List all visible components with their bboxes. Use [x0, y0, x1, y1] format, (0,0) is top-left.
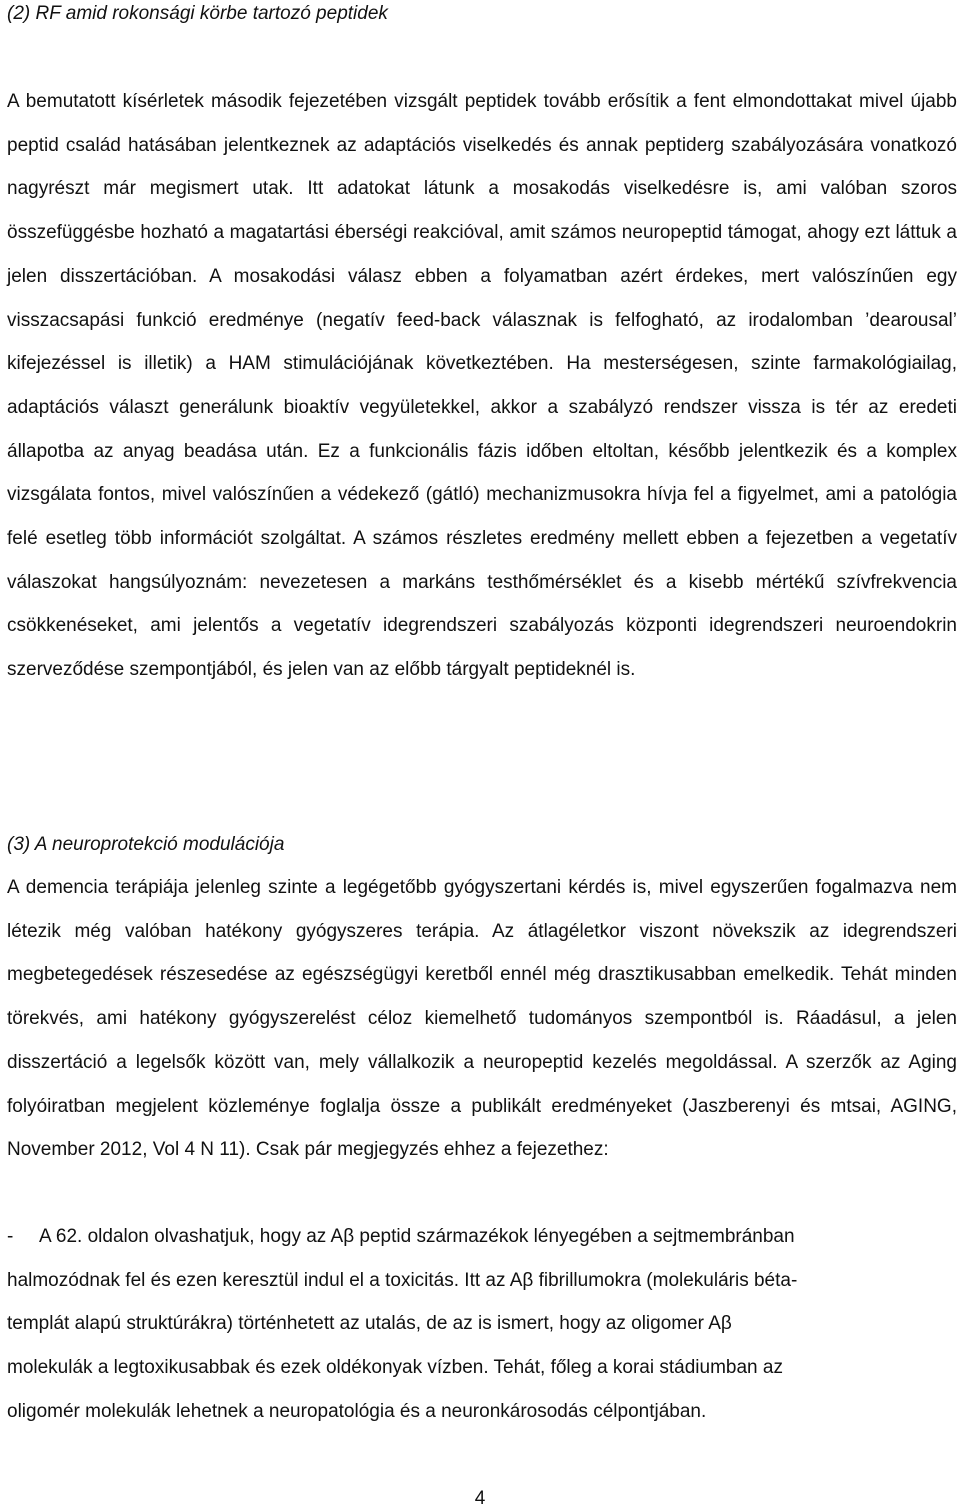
page-number: 4	[474, 1488, 486, 1509]
list-line: oligomér molekulák lehetnek a neuropatológia és a neuronkárosodás célpontjában.	[7, 1400, 707, 1422]
list-line	[7, 1215, 957, 1259]
list-line-text: A 62. oldalon olvashatjuk, hogy az Aβ peptid származékok lényegében a sejtmembránban	[39, 1226, 795, 1247]
list-item	[7, 1215, 957, 1434]
section-heading: (2) RF amid rokonsági körbe tartozó peptidek	[7, 3, 388, 24]
remarks-list	[7, 1215, 957, 1434]
list-line: molekulák a legtoxikusabbak és ezek oldékonyak vízben. Tehát, főleg a korai stádiumban az	[7, 1357, 783, 1379]
list-line: templát alapú struktúrákra) történhetett az utalás, de az is ismert, hogy az oligomer Aβ	[7, 1313, 732, 1335]
list-marker: -	[7, 1226, 14, 1247]
list-line: halmozódnak fel és ezen keresztül indul el a toxicitás. Itt az Aβ fibrillumokra (molekuláris béta-	[7, 1269, 798, 1291]
body-paragraph: A demencia terápiája jelenleg szinte a legégetőbb gyógyszertani kérdés is, mivel egyszerűen fogalmazva nem létezik még valóban hatékony gyógyszeres terápia. Az átlagéletkor viszont növekszik az idegrendszeri megbetegedések részesedése az egészségügyi keretből ennél még drasztikusabban emelkedik. Tehát minden törekvés, ami hatékony gyógyszerelést céloz kiemelhető tudományos szempontból is. Ráadásul, a jelen disszertáció a legelsők között van, mely vállalkozik a neuropeptid kezelés megoldással. A szerzők az Aging folyóiratban megjelent közleménye foglalja össze a publikált eredményeket (Jaszberenyi és mtsai, AGING, November 2012, Vol 4 N 11). Csak pár megjegyzés ehhez a fejezethez:	[7, 877, 957, 1161]
section-heading: (3) A neuroprotekció modulációja	[7, 834, 285, 855]
body-paragraph: A bemutatott kísérletek második fejezetében vizsgált peptidek tovább erősítik a fent elmondottakat mivel újabb peptid család hatásában jelentkeznek az adaptációs viselkedés és annak peptiderg szabályozására vonatkozó nagyrészt már megismert utak. Itt adatokat látunk a mosakodás viselkedésre is, ami valóban szoros összefüggésbe hozható a magatartási éberségi reakcióval, amit számos neuropeptid támogat, ahogy ezt láttuk a jelen disszertációban. A mosakodási válasz ebben a folyamatban azért érdekes, mert valószínűen egy visszacsapási funkció eredménye (negatív feed-back válasznak is felfogható, az irodalomban ’dearousal’ kifejezéssel is illetik) a HAM stimulációjának következtében. Ha mesterségesen, szinte farmakológiailag, adaptációs választ generálunk bioaktív vegyületekkel, akkor a szabályzó rendszer vissza is tér az eredeti állapotba az anyag beadása után. Ez a funkcionális fázis időben eltoltan, később jelentkezik és a komplex vizsgálata fontos, mivel valószínűen a védekező (gátló) mechanizmusokra hívja fel a figyelmet, ami a patológia felé esetleg több információt szolgáltat. A számos részletes eredmény mellett ebben a fejezetben a vegetatív válaszokat hangsúlyoznám: nevezetesen a markáns testhőmérséklet és a kisebb mértékű szívfrekvencia csökkenéseket, ami jelentős a vegetatív idegrendszeri szabályozás központi idegrendszeri neuroendokrin szerveződése szempontjából, és jelen van az előbb tárgyalt peptideknél is.	[7, 91, 957, 681]
